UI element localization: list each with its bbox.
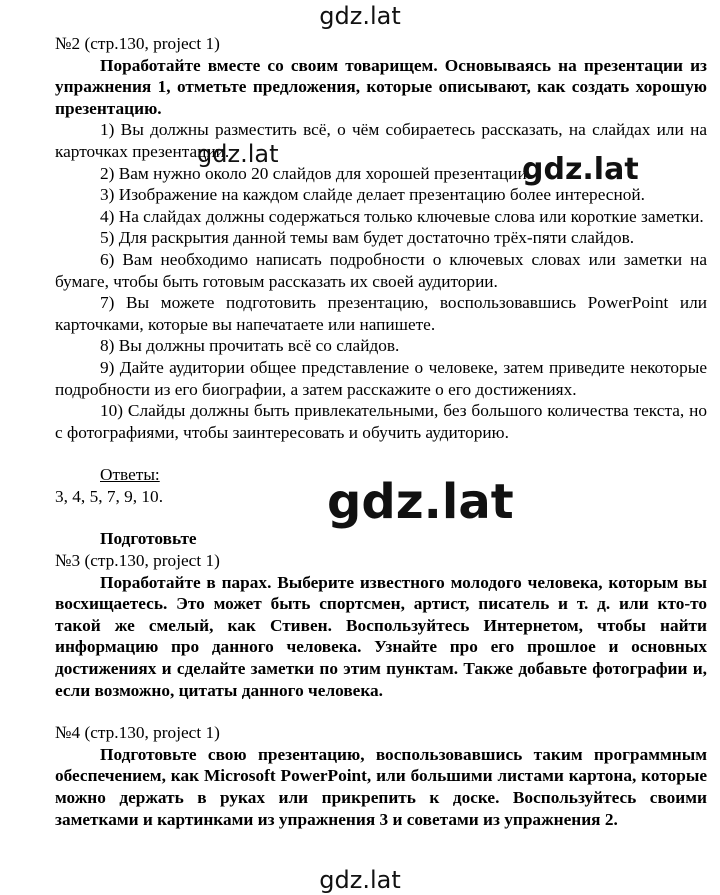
task2-item-8: 8) Вы должны прочитать всё со слайдов. bbox=[100, 336, 400, 356]
watermark-mid-small: gdz.lat bbox=[197, 140, 279, 168]
watermark-top: gdz.lat bbox=[319, 2, 401, 30]
task2-instruction: Поработайте вместе со своим товарищем. Основываясь на презентации из упражнения 1, отметьте предложения, которые описывают, как создать хорошую презентацию. bbox=[55, 55, 707, 118]
task3-instruction: Поработайте в парах. Выберите известного молодого человека, которым вы восхищаетесь. Это может быть спортсмен, артист, писатель и т. д. или кто-то такой же смелый, как Стивен. Воспользуйтесь Интернетом, чтобы найти информацию про данного человека. Узнайте про его прошлое и основных достижениях и сделайте заметки по этим пунктам. Также добавьте фотографии и, если возможно, цитаты данного человека. bbox=[55, 572, 707, 700]
prepare-heading: Подготовьте bbox=[100, 529, 197, 549]
spacer bbox=[55, 443, 707, 464]
task2-item-2: 2) Вам нужно около 20 слайдов для хорошей презентации. bbox=[100, 163, 532, 183]
task2-item-4: 4) На слайдах должны содержаться только ключевые слова или короткие заметки. bbox=[100, 206, 704, 226]
task3-title: №3 (стр.130, project 1) bbox=[55, 551, 220, 571]
task2-item-3: 3) Изображение на каждом слайде делает презентацию более интересной. bbox=[100, 185, 645, 205]
task2-title: №2 (стр.130, project 1) bbox=[55, 34, 220, 53]
watermark-large: gdz.lat bbox=[327, 474, 514, 530]
spacer bbox=[55, 701, 707, 722]
watermark-mid-bold: gdz.lat bbox=[522, 152, 639, 187]
task4-title: №4 (стр.130, project 1) bbox=[55, 723, 220, 743]
answers-value: 3, 4, 5, 7, 9, 10. bbox=[55, 486, 164, 506]
watermark-bottom: gdz.lat bbox=[319, 866, 401, 894]
task2-item-10: 10) Слайды должны быть привлекательными, без большого количества текста, но с фотографиями, чтобы заинтересовать и обучить аудиторию. bbox=[55, 401, 707, 442]
answers-label: Ответы: bbox=[100, 465, 160, 485]
task2-item-7: 7) Вы можете подготовить презентацию, воспользовавшись PowerPoint или карточками, которые вы напечатаете или напишете. bbox=[55, 293, 707, 334]
task2-item-9: 9) Дайте аудитории общее представление о человеке, затем приведите некоторые подробности из его биографии, а затем расскажите о его достижениях. bbox=[55, 357, 707, 399]
task2-item-1: 1) Вы должны разместить всё, о чём собираетесь рассказать, на слайдах или на карточках презентации. bbox=[55, 120, 707, 161]
task2-item-6: 6) Вам необходимо написать подробности о ключевых словах или заметки на бумаге, чтобы быть готовым рассказать их своей аудитории. bbox=[55, 249, 707, 291]
task4-instruction: Подготовьте свою презентацию, воспользовавшись таким программным обеспечением, как Microsoft PowerPoint, или большими листами картона, которые можно держать в руках или прикрепить к доске. Воспользуйтесь своими заметками и картинками из упражнения 3 и советами из упражнения 2. bbox=[55, 744, 707, 829]
task2-item-5: 5) Для раскрытия данной темы вам будет достаточно трёх-пяти слайдов. bbox=[100, 228, 635, 248]
